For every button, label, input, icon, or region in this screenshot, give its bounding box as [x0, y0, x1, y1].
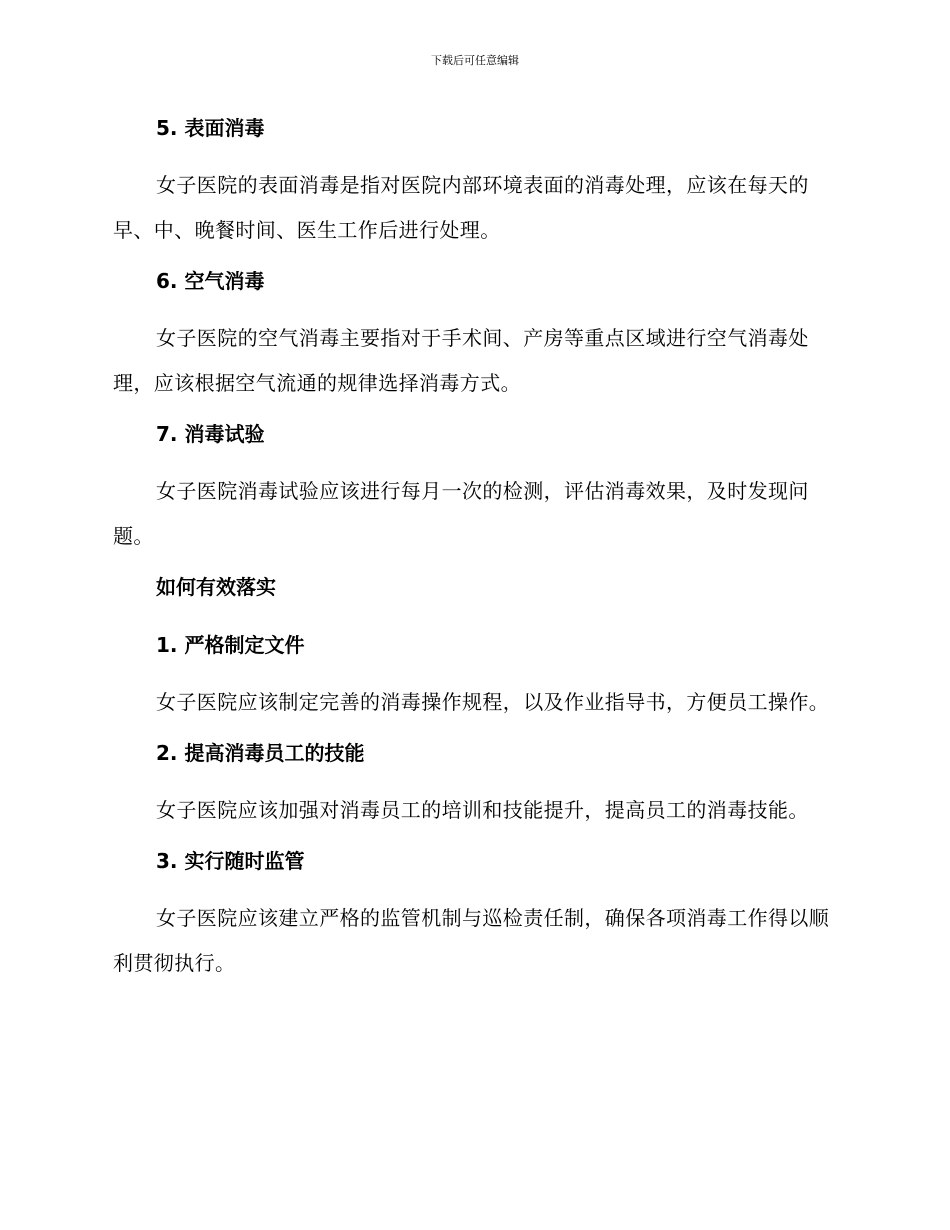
section-heading-surface-disinfection: 5. 表面消毒 — [156, 116, 265, 140]
section-paragraph-supervision: 女子医院应该建立严格的监管机制与巡检责任制，确保各项消毒工作得以顺利贯彻执行。 — [113, 906, 830, 975]
document-body — [113, 113, 833, 999]
section-heading-air-disinfection: 6. 空气消毒 — [156, 269, 265, 293]
section-heading-improve-skills: 2. 提高消毒员工的技能 — [156, 741, 365, 765]
section-paragraph-air-disinfection: 女子医院的空气消毒主要指对于手术间、产房等重点区域进行空气消毒处理，应该根据空气流通的规律选择消毒方式。 — [113, 326, 809, 395]
section-heading-supervision: 3. 实行随时监管 — [156, 849, 305, 873]
page-header: 下载后可任意编辑 — [431, 54, 519, 67]
section-paragraph-improve-skills: 女子医院应该加强对消毒员工的培训和技能提升，提高员工的消毒技能。 — [156, 798, 809, 822]
section-paragraph-disinfection-test: 女子医院消毒试验应该进行每月一次的检测，评估消毒效果，及时发现问题。 — [113, 479, 809, 548]
section-heading-strict-documents: 1. 严格制定文件 — [156, 633, 305, 657]
section-paragraph-surface-disinfection: 女子医院的表面消毒是指对医院内部环境表面的消毒处理，应该在每天的早、中、晚餐时间、医生工作后进行处理。 — [113, 173, 809, 242]
section-paragraph-strict-documents: 女子医院应该制定完善的消毒操作规程，以及作业指导书，方便员工操作。 — [156, 690, 830, 714]
section-heading-implementation: 如何有效落实 — [156, 575, 276, 599]
section-heading-disinfection-test: 7. 消毒试验 — [156, 422, 265, 446]
